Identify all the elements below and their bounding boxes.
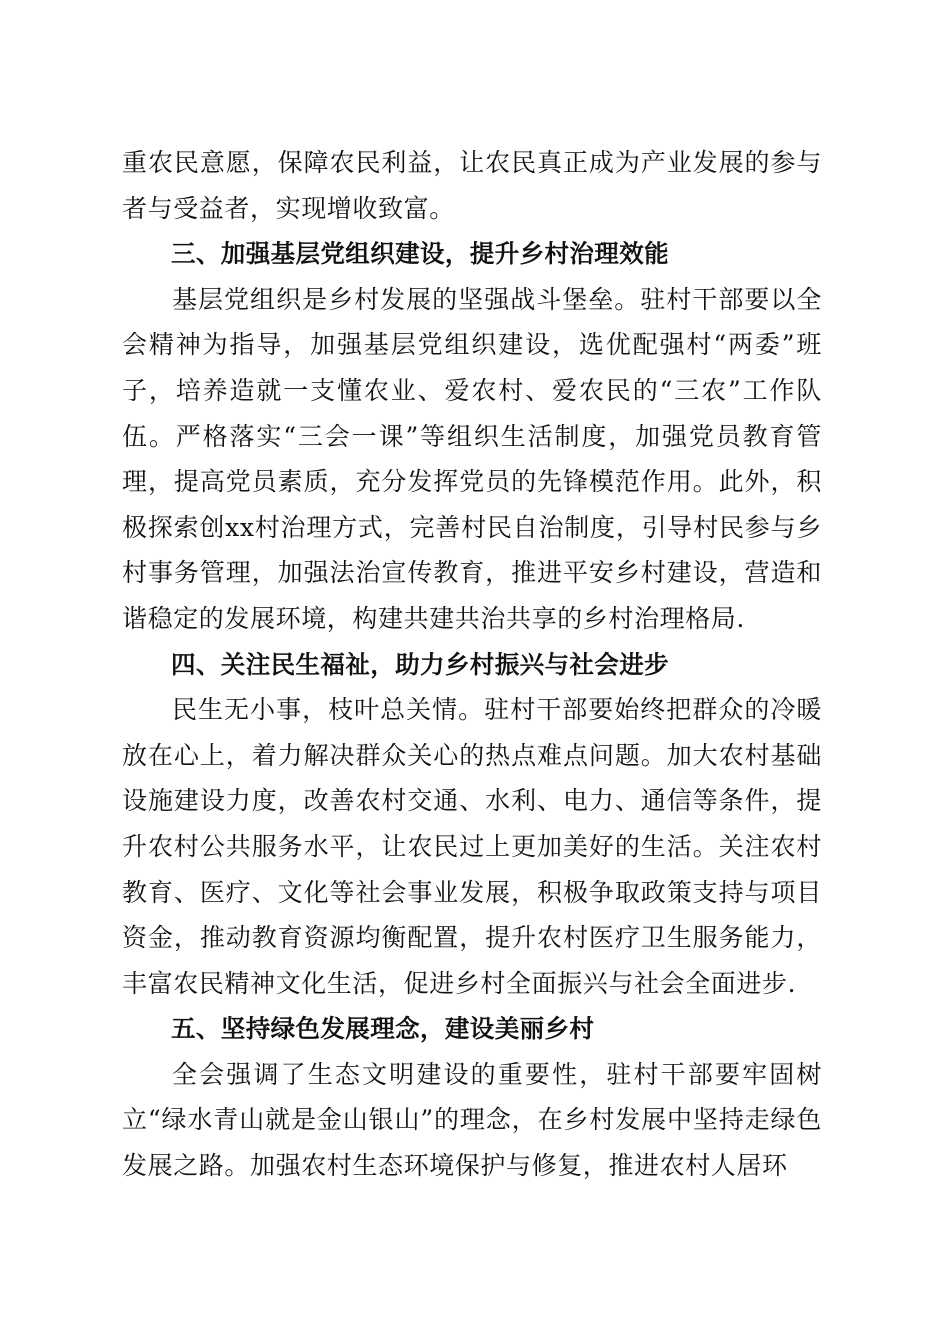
section-heading-5: 五、坚持绿色发展理念，建设美丽乡村 [171, 1014, 595, 1044]
document-body [122, 140, 822, 1189]
paragraph-green-development: 全会强调了生态文明建设的重要性，驻村干部要牢固树立“绿水青山就是金山银山”的理念，在乡村发展中坚持走绿色发展之路。加强农村生态环境保护与修复，推进农村人居环 [122, 1059, 822, 1181]
section-heading-3: 三、加强基层党组织建设，提升乡村治理效能 [171, 239, 669, 269]
paragraph-continued: 重农民意愿，保障农民利益，让农民真正成为产业发展的参与者与受益者，实现增收致富。 [122, 148, 822, 223]
section-heading-4: 四、关注民生福祉，助力乡村振兴与社会进步 [171, 649, 669, 679]
paragraph-party-organization: 基层党组织是乡村发展的坚强战斗堡垒。驻村干部要以全会精神为指导，加强基层党组织建设，选优配强村“两委”班子，培养造就一支懂农业、爱农村、爱农民的“三农”工作队伍。严格落实“三会一课”等组织生活制度，加强党员教育管理，提高党员素质，充分发挥党员的先锋模范作用。此外，积极探索创xx村治理方式，完善村民自治制度，引导村民参与乡村事务管理，加强法治宣传教育，推进平安乡村建设，营造和谐稳定的发展环境，构建共建共治共享的乡村治理格局. [122, 284, 822, 633]
paragraph-livelihood: 民生无小事，枝叶总关情。驻村干部要始终把群众的冷暖放在心上，着力解决群众关心的热点难点问题。加大农村基础设施建设力度，改善农村交通、水利、电力、通信等条件，提升农村公共服务水平，让农民过上更加美好的生活。关注农村教育、医疗、文化等社会事业发展，积极争取政策支持与项目资金，推动教育资源均衡配置，提升农村医疗卫生服务能力，丰富农民精神文化生活，促进乡村全面振兴与社会全面进步. [122, 695, 822, 998]
